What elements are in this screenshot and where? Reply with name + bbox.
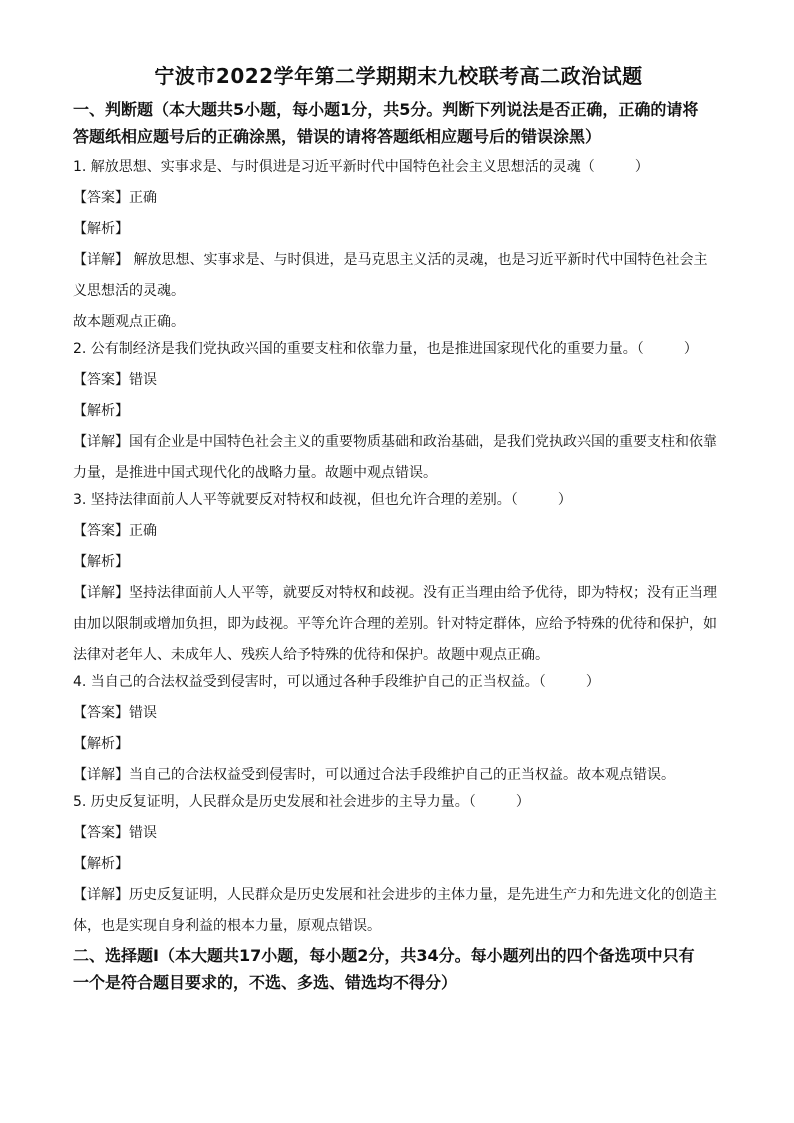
question-stem bbox=[73, 672, 724, 692]
answer-line: 【答案】错误 bbox=[73, 705, 157, 721]
question-stem bbox=[73, 490, 724, 510]
question-3 bbox=[73, 490, 724, 665]
section-2-header-line-2: 一个是符合题目要求的，不选、多选、错选均不得分） bbox=[73, 973, 458, 992]
question-2 bbox=[73, 339, 724, 483]
close-paren: ） bbox=[515, 794, 530, 810]
answer-line: 【答案】正确 bbox=[73, 523, 157, 539]
question-stem-text: 2. 公有制经济是我们党执政兴国的重要支柱和依靠力量，也是推进国家现代化的重要力量。（ bbox=[73, 341, 644, 357]
analysis-label: 【解析】 bbox=[73, 403, 129, 419]
close-paren: ） bbox=[585, 674, 600, 690]
close-paren: ） bbox=[634, 159, 649, 175]
detail-line: 【详解】当自己的合法权益受到侵害时，可以通过合法手段维护自己的正当权益。故本观点错误。 bbox=[73, 767, 675, 783]
question-stem bbox=[73, 792, 724, 812]
question-stem bbox=[73, 157, 724, 177]
detail-line: 体，也是实现自身利益的根本力量，原观点错误。 bbox=[73, 918, 381, 934]
detail-line: 【详解】坚持法律面前人人平等，就要反对特权和歧视。没有正当理由给予优待，即为特权；没有正当理 bbox=[73, 585, 717, 601]
document-title: 宁波市2022学年第二学期期末九校联考高二政治试题 bbox=[154, 64, 643, 88]
question-stem-text: 5. 历史反复证明，人民群众是历史发展和社会进步的主导力量。（ bbox=[73, 794, 476, 810]
detail-line: 【详解】 解放思想、实事求是、与时俱进，是马克思主义活的灵魂，也是习近平新时代中国特色社会主 bbox=[73, 252, 708, 268]
detail-line: 由加以限制或增加负担，即为歧视。平等允许合理的差别。针对特定群体，应给予特殊的优待和保护，如 bbox=[73, 616, 717, 632]
section-1-header-line-2: 答题纸相应题号后的正确涂黑，错误的请将答题纸相应题号后的错误涂黑） bbox=[73, 127, 602, 146]
detail-line: 法律对老年人、未成年人、残疾人给予特殊的优待和保护。故题中观点正确。 bbox=[73, 647, 549, 663]
question-1 bbox=[73, 157, 724, 332]
detail-line: 力量，是推进中国式现代化的战略力量。故题中观点错误。 bbox=[73, 465, 437, 481]
question-4 bbox=[73, 672, 724, 785]
close-paren: ） bbox=[683, 341, 698, 357]
section-1-header-line-1: 一、判断题（本大题共5小题，每小题1分，共5分。判断下列说法是否正确，正确的请将 bbox=[73, 100, 699, 119]
analysis-label: 【解析】 bbox=[73, 554, 129, 570]
question-stem-text: 3. 坚持法律面前人人平等就要反对特权和歧视，但也允许合理的差别。（ bbox=[73, 492, 518, 508]
section-2-header-line-1: 二、选择题Ⅰ（本大题共17小题，每小题2分，共34分。每小题列出的四个备选项中只有 bbox=[73, 946, 695, 965]
detail-line: 【详解】历史反复证明，人民群众是历史发展和社会进步的主体力量，是先进生产力和先进文化的创造主 bbox=[73, 887, 717, 903]
answer-line: 【答案】错误 bbox=[73, 372, 157, 388]
close-paren: ） bbox=[557, 492, 572, 508]
analysis-label: 【解析】 bbox=[73, 856, 129, 872]
answer-line: 【答案】错误 bbox=[73, 825, 157, 841]
answer-line: 【答案】正确 bbox=[73, 190, 157, 206]
detail-line: 义思想活的灵魂。 bbox=[73, 283, 185, 299]
analysis-label: 【解析】 bbox=[73, 736, 129, 752]
question-stem-text: 4. 当自己的合法权益受到侵害时，可以通过各种手段维护自己的正当权益。（ bbox=[73, 674, 546, 690]
question-stem-text: 1. 解放思想、实事求是、与时俱进是习近平新时代中国特色社会主义思想活的灵魂（ bbox=[73, 159, 595, 175]
detail-line: 【详解】国有企业是中国特色社会主义的重要物质基础和政治基础，是我们党执政兴国的重要支柱和依靠 bbox=[73, 434, 717, 450]
detail-line: 故本题观点正确。 bbox=[73, 314, 185, 330]
question-stem bbox=[73, 339, 724, 359]
analysis-label: 【解析】 bbox=[73, 221, 129, 237]
question-5 bbox=[73, 792, 724, 936]
